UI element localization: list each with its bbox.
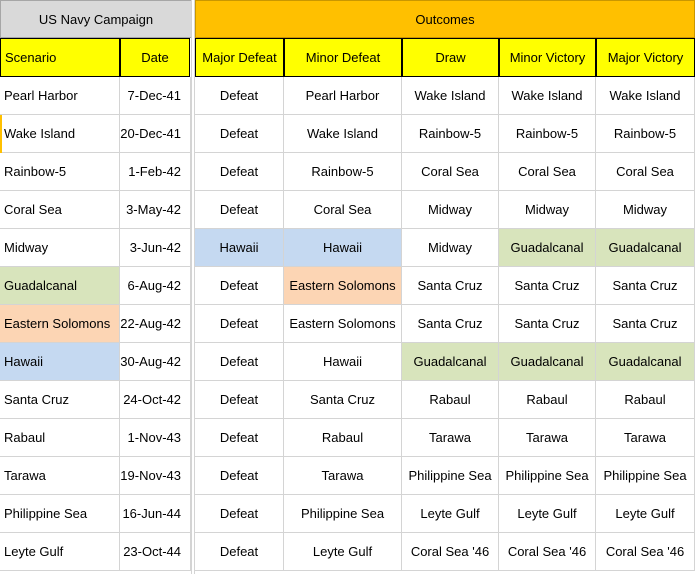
major-victory-cell[interactable]: Coral Sea '46 xyxy=(596,533,695,571)
date-cell[interactable]: 3-Jun-42 xyxy=(120,229,191,267)
minor-defeat-cell[interactable]: Rabaul xyxy=(284,419,402,457)
major-victory-cell[interactable]: Tarawa xyxy=(596,419,695,457)
minor-victory-cell[interactable]: Philippine Sea xyxy=(499,457,596,495)
date-cell[interactable]: 24-Oct-42 xyxy=(120,381,191,419)
draw-cell[interactable]: Guadalcanal xyxy=(402,343,499,381)
column-header-major-victory[interactable]: Major Victory xyxy=(596,38,695,77)
draw-cell[interactable]: Coral Sea xyxy=(402,153,499,191)
date-cell[interactable]: 20-Dec-41 xyxy=(120,115,191,153)
major-defeat-cell[interactable]: Defeat xyxy=(195,457,284,495)
major-victory-cell[interactable]: Santa Cruz xyxy=(596,305,695,343)
scenario-cell[interactable]: Hawaii xyxy=(0,343,120,381)
date-cell[interactable]: 22-Aug-42 xyxy=(120,305,191,343)
major-defeat-cell[interactable]: Defeat xyxy=(195,153,284,191)
outcomes-header[interactable]: Outcomes xyxy=(195,0,695,38)
column-header-draw[interactable]: Draw xyxy=(402,38,499,77)
major-victory-cell[interactable]: Guadalcanal xyxy=(596,229,695,267)
date-cell[interactable]: 16-Jun-44 xyxy=(120,495,191,533)
scenario-cell[interactable]: Coral Sea xyxy=(0,191,120,229)
minor-victory-cell[interactable]: Coral Sea '46 xyxy=(499,533,596,571)
scenario-cell[interactable]: Wake Island xyxy=(0,115,120,153)
minor-defeat-cell[interactable]: Eastern Solomons xyxy=(284,267,402,305)
major-defeat-cell[interactable]: Defeat xyxy=(195,115,284,153)
scenario-cell[interactable]: Leyte Gulf xyxy=(0,533,120,571)
major-defeat-cell[interactable]: Hawaii xyxy=(195,229,284,267)
date-cell[interactable]: 7-Dec-41 xyxy=(120,77,191,115)
major-victory-cell[interactable]: Wake Island xyxy=(596,77,695,115)
campaign-header[interactable]: US Navy Campaign xyxy=(0,0,192,38)
major-defeat-cell[interactable]: Defeat xyxy=(195,381,284,419)
column-header-scenario[interactable]: Scenario xyxy=(0,38,120,77)
date-cell[interactable]: 6-Aug-42 xyxy=(120,267,191,305)
date-cell[interactable]: 1-Feb-42 xyxy=(120,153,191,191)
scenario-cell[interactable]: Rabaul xyxy=(0,419,120,457)
major-victory-cell[interactable]: Midway xyxy=(596,191,695,229)
scenario-cell[interactable]: Guadalcanal xyxy=(0,267,120,305)
scenario-cell[interactable]: Pearl Harbor xyxy=(0,77,120,115)
scenario-cell[interactable]: Midway xyxy=(0,229,120,267)
column-header-date[interactable]: Date xyxy=(120,38,190,77)
major-defeat-cell[interactable]: Defeat xyxy=(195,533,284,571)
minor-victory-cell[interactable]: Midway xyxy=(499,191,596,229)
draw-cell[interactable]: Midway xyxy=(402,229,499,267)
major-victory-cell[interactable]: Santa Cruz xyxy=(596,267,695,305)
draw-cell[interactable]: Coral Sea '46 xyxy=(402,533,499,571)
minor-defeat-cell[interactable]: Leyte Gulf xyxy=(284,533,402,571)
major-defeat-cell[interactable]: Defeat xyxy=(195,305,284,343)
minor-victory-cell[interactable]: Rabaul xyxy=(499,381,596,419)
draw-cell[interactable]: Wake Island xyxy=(402,77,499,115)
major-defeat-cell[interactable]: Defeat xyxy=(195,267,284,305)
date-cell[interactable]: 19-Nov-43 xyxy=(120,457,191,495)
row-selection-marker xyxy=(0,115,2,153)
major-defeat-cell[interactable]: Defeat xyxy=(195,343,284,381)
major-victory-cell[interactable]: Rainbow-5 xyxy=(596,115,695,153)
minor-victory-cell[interactable]: Santa Cruz xyxy=(499,267,596,305)
draw-cell[interactable]: Santa Cruz xyxy=(402,305,499,343)
major-victory-cell[interactable]: Guadalcanal xyxy=(596,343,695,381)
minor-victory-cell[interactable]: Guadalcanal xyxy=(499,229,596,267)
scenario-cell[interactable]: Rainbow-5 xyxy=(0,153,120,191)
minor-defeat-cell[interactable]: Santa Cruz xyxy=(284,381,402,419)
minor-defeat-cell[interactable]: Pearl Harbor xyxy=(284,77,402,115)
draw-cell[interactable]: Rabaul xyxy=(402,381,499,419)
draw-cell[interactable]: Santa Cruz xyxy=(402,267,499,305)
minor-victory-cell[interactable]: Wake Island xyxy=(499,77,596,115)
major-defeat-cell[interactable]: Defeat xyxy=(195,77,284,115)
major-defeat-cell[interactable]: Defeat xyxy=(195,191,284,229)
minor-defeat-cell[interactable]: Rainbow-5 xyxy=(284,153,402,191)
date-cell[interactable]: 23-Oct-44 xyxy=(120,533,191,571)
minor-defeat-cell[interactable]: Hawaii xyxy=(284,229,402,267)
date-cell[interactable]: 1-Nov-43 xyxy=(120,419,191,457)
major-defeat-cell[interactable]: Defeat xyxy=(195,419,284,457)
minor-victory-cell[interactable]: Guadalcanal xyxy=(499,343,596,381)
scenario-cell[interactable]: Santa Cruz xyxy=(0,381,120,419)
minor-defeat-cell[interactable]: Coral Sea xyxy=(284,191,402,229)
minor-victory-cell[interactable]: Santa Cruz xyxy=(499,305,596,343)
draw-cell[interactable]: Tarawa xyxy=(402,419,499,457)
scenario-cell[interactable]: Philippine Sea xyxy=(0,495,120,533)
scenario-cell[interactable]: Tarawa xyxy=(0,457,120,495)
major-victory-cell[interactable]: Leyte Gulf xyxy=(596,495,695,533)
draw-cell[interactable]: Rainbow-5 xyxy=(402,115,499,153)
major-defeat-cell[interactable]: Defeat xyxy=(195,495,284,533)
minor-victory-cell[interactable]: Tarawa xyxy=(499,419,596,457)
minor-victory-cell[interactable]: Rainbow-5 xyxy=(499,115,596,153)
minor-victory-cell[interactable]: Coral Sea xyxy=(499,153,596,191)
minor-defeat-cell[interactable]: Hawaii xyxy=(284,343,402,381)
scenario-cell[interactable]: Eastern Solomons xyxy=(0,305,120,343)
date-cell[interactable]: 30-Aug-42 xyxy=(120,343,191,381)
column-header-minor-defeat[interactable]: Minor Defeat xyxy=(284,38,402,77)
minor-defeat-cell[interactable]: Wake Island xyxy=(284,115,402,153)
draw-cell[interactable]: Philippine Sea xyxy=(402,457,499,495)
draw-cell[interactable]: Midway xyxy=(402,191,499,229)
minor-defeat-cell[interactable]: Philippine Sea xyxy=(284,495,402,533)
column-header-minor-victory[interactable]: Minor Victory xyxy=(499,38,596,77)
major-victory-cell[interactable]: Philippine Sea xyxy=(596,457,695,495)
column-header-major-defeat[interactable]: Major Defeat xyxy=(195,38,284,77)
date-cell[interactable]: 3-May-42 xyxy=(120,191,191,229)
minor-defeat-cell[interactable]: Eastern Solomons xyxy=(284,305,402,343)
minor-defeat-cell[interactable]: Tarawa xyxy=(284,457,402,495)
major-victory-cell[interactable]: Coral Sea xyxy=(596,153,695,191)
minor-victory-cell[interactable]: Leyte Gulf xyxy=(499,495,596,533)
major-victory-cell[interactable]: Rabaul xyxy=(596,381,695,419)
draw-cell[interactable]: Leyte Gulf xyxy=(402,495,499,533)
